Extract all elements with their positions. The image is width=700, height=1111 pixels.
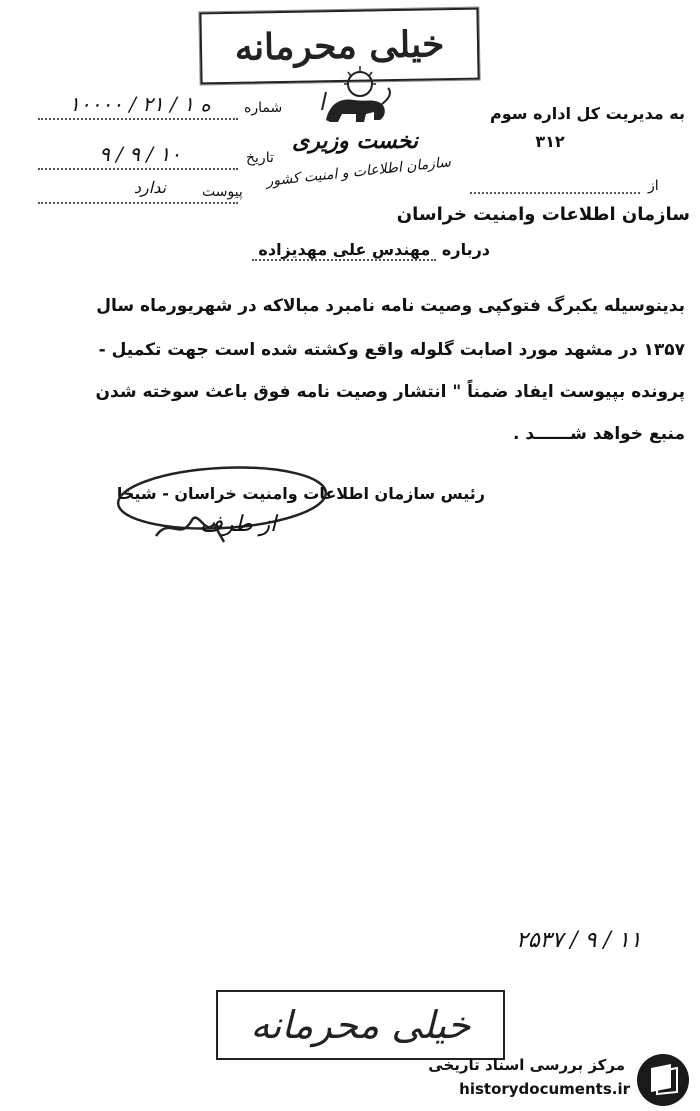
attachment-label: پیوست <box>202 184 243 200</box>
body-line-4: منبع خواهد شــــــد . <box>513 424 685 444</box>
from-field-line <box>470 170 640 194</box>
subject-line <box>240 240 490 261</box>
sender-organization: سازمان اطلاعات وامنیت خراسان <box>396 204 690 225</box>
agency-title: سازمان اطلاعات و امنیت کشور <box>265 154 452 190</box>
recipient-code: ۳۱۲ <box>535 132 565 151</box>
date-label: تاریخ <box>246 150 274 166</box>
footer-org-name: مرکز بررسی اسناد تاریخی <box>428 1056 625 1074</box>
footer-url[interactable]: historydocuments.ir <box>459 1080 630 1098</box>
from-label: از <box>648 178 659 194</box>
body-line-3: پرونده بپیوست ایفاد ضمناً " انتشار وصیت نامه فوق باعث سوخته شدن <box>95 382 685 402</box>
number-value: ۱۰۰۰۰ / ۲۱ / ه ۱ <box>69 92 211 116</box>
subject-label: درباره <box>441 240 490 259</box>
subject-value: مهندس علی مهدیزاده <box>252 240 436 261</box>
recipient: به مدیریت کل اداره سوم <box>490 104 685 123</box>
signature-scribble-icon <box>150 506 230 548</box>
confidential-stamp-bottom: خیلی محرمانه <box>216 990 505 1060</box>
signature-handwriting: از طرف <box>200 512 277 537</box>
signature-title: رئیس سازمان اطلاعات وامنیت خراسان - شیخا <box>116 484 485 503</box>
lion-and-sun-emblem-icon <box>308 62 398 132</box>
body-line-2: ۱۳۵۷ در مشهد مورد اصابت گلوله واقع وکشته شده است جهت تکمیل - <box>98 340 685 360</box>
date-value: ۹ / ۹ / ۱۰ <box>99 142 181 166</box>
number-label: شماره <box>244 100 283 116</box>
ministry-title: نخست وزیری <box>292 128 418 154</box>
confidential-stamp-top: خیلی محرمانه <box>199 8 479 85</box>
archive-number: ۲۵۳۷ / ۹ / ۱۱ <box>516 928 642 953</box>
body-line-1: بدینوسیله یکبرگ فتوکپی وصیت نامه نامبرد مبالاکه در شهریورماه سال <box>96 296 685 316</box>
attachment-value: ندارد <box>133 178 167 197</box>
archive-logo-icon <box>635 1052 691 1108</box>
